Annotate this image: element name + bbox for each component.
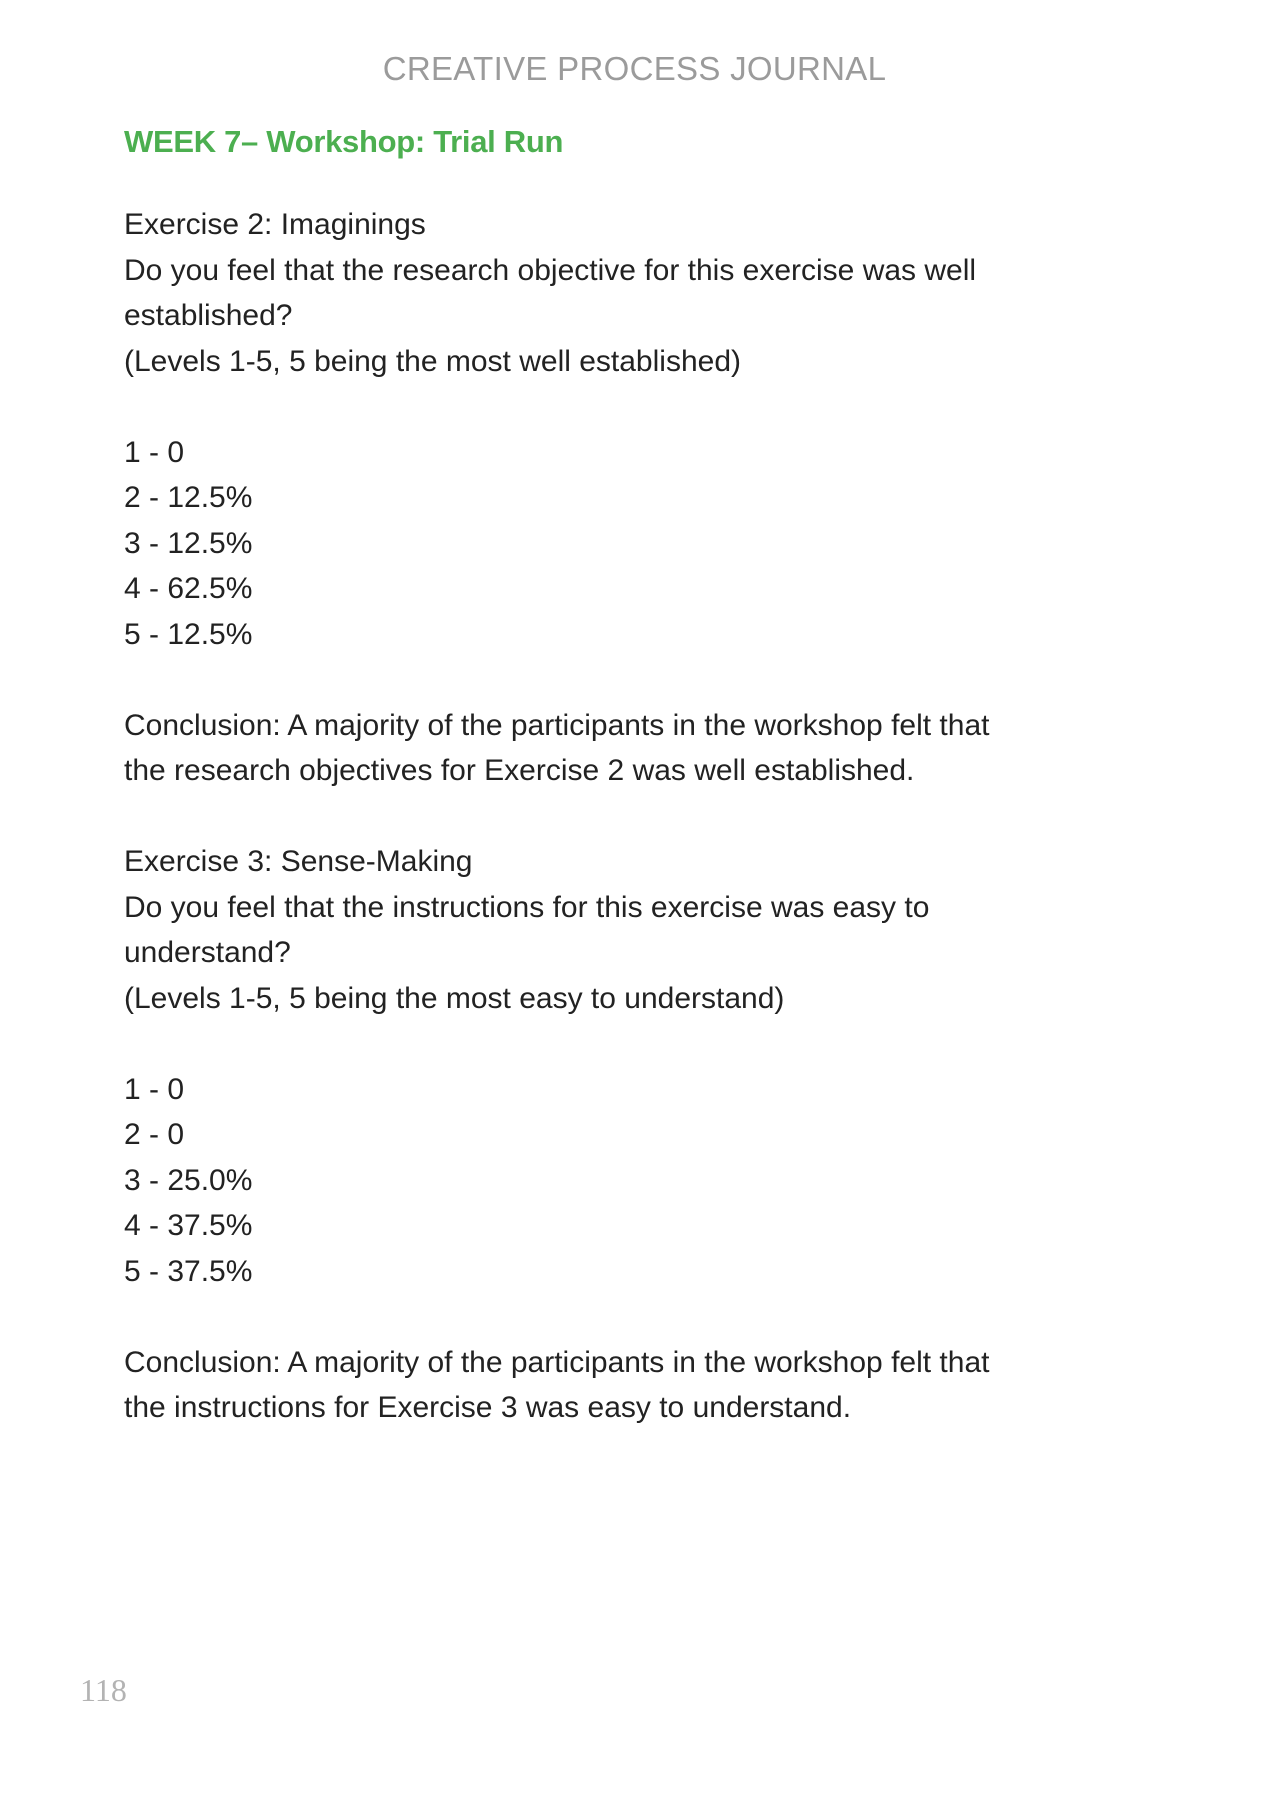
spacer <box>124 657 1084 703</box>
spacer <box>124 1294 1084 1340</box>
result-item: 1 - 0 <box>124 1072 185 1106</box>
exercise-3-block <box>124 839 1084 1431</box>
result-item: 2 - 12.5% <box>124 481 253 514</box>
exercise-2-conclusion-line-2: the research objectives for Exercise 2 was well established. <box>124 754 915 787</box>
exercise-2-conclusion-line-1: Conclusion: A majority of the participants in the workshop felt that <box>124 708 990 742</box>
exercise-3-question-line-1: Do you feel that the instructions for this exercise was easy to <box>124 890 930 924</box>
exercise-3-heading: Exercise 3: Sense-Making <box>124 845 473 878</box>
exercise-3-conclusion-line-2: the instructions for Exercise 3 was easy to understand. <box>124 1391 852 1424</box>
running-header: CREATIVE PROCESS JOURNAL <box>382 50 887 87</box>
section-title: WEEK 7– Workshop: Trial Run <box>124 124 564 159</box>
result-item: 4 - 62.5% <box>124 572 253 605</box>
exercise-2-question-line-1: Do you feel that the research objective for this exercise was well <box>124 253 977 287</box>
exercise-3-question-line-2: understand? <box>124 936 291 969</box>
exercise-3-conclusion-line-1: Conclusion: A majority of the participants in the workshop felt that <box>124 1345 990 1379</box>
result-item: 4 - 37.5% <box>124 1209 253 1242</box>
spacer <box>124 384 1084 430</box>
result-item: 3 - 12.5% <box>124 526 253 560</box>
spacer <box>124 794 1084 840</box>
result-item: 1 - 0 <box>124 435 185 469</box>
result-item: 5 - 12.5% <box>124 617 253 651</box>
page-content <box>124 122 1084 1431</box>
exercise-2-block <box>124 202 1084 794</box>
result-item: 5 - 37.5% <box>124 1254 253 1288</box>
exercise-2-heading: Exercise 2: Imaginings <box>124 208 426 241</box>
spacer <box>124 1021 1084 1067</box>
exercise-2-results-list <box>124 430 1084 658</box>
exercise-2-question-line-2: established? <box>124 299 293 332</box>
result-item: 3 - 25.0% <box>124 1163 253 1197</box>
exercise-3-scale-note: (Levels 1-5, 5 being the most easy to understand) <box>124 981 785 1015</box>
exercise-3-results-list <box>124 1067 1084 1295</box>
page-number: 118 <box>80 1672 127 1708</box>
exercise-2-scale-note: (Levels 1-5, 5 being the most well established) <box>124 344 741 378</box>
result-item: 2 - 0 <box>124 1118 185 1151</box>
